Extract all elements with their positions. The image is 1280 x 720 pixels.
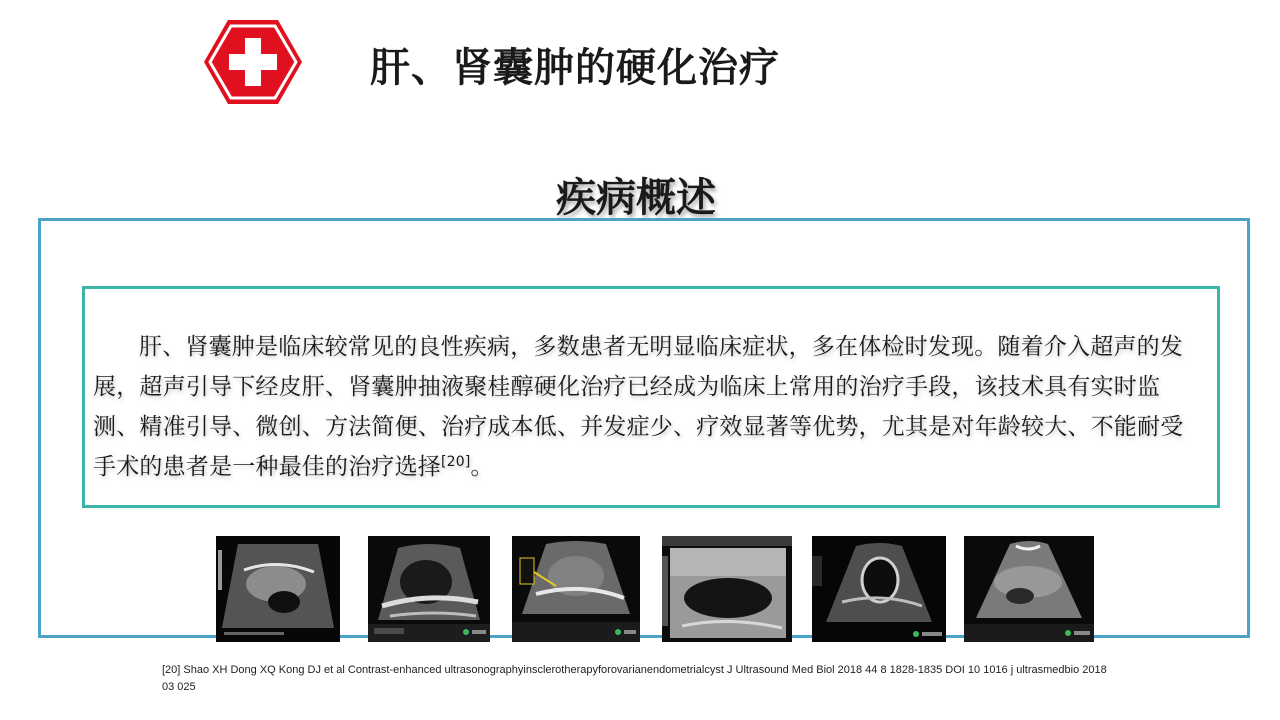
ultrasound-image-3 [512,536,640,642]
overview-paragraph [93,327,1193,487]
section-heading: 疾病概述 [556,175,716,221]
ultrasound-image-2 [368,536,490,642]
ultrasound-image-5 [812,536,946,642]
reference-citation: [20] Shao XH Dong XQ Kong DJ et al Contrast-enhanced ultrasonographyinsclerotherapyforovarianendometrialcyst J Ultrasound Med Biol 2018 44 8 1828-1835 DOI 10 1016 j ultrasmedbio 2018 03 025 [162,664,1107,693]
ultrasound-image-4 [662,536,792,642]
overview-end-punct: 。 [470,454,494,480]
overview-text: 肝、肾囊肿是临床较常见的良性疾病，多数患者无明显临床症状，多在体检时发现。随着介入超声的发展，超声引导下经皮肝、肾囊肿抽液聚桂醇硬化治疗已经成为临床上常用的治疗手段，该技术具有实时监测、精准引导、微创、方法简便、治疗成本低、并发症少、疗效显著等优势，尤其是对年龄较大、不能耐受手术的患者是一种最佳的治疗选择 [93,334,1184,480]
ultrasound-image-6 [964,536,1094,642]
citation-marker: [20] [441,454,471,470]
overview-text-box [82,286,1220,508]
slide-title: 肝、肾囊肿的硬化治疗 [370,45,780,91]
ultrasound-image-1 [216,536,340,642]
red-cross-logo [200,16,306,108]
